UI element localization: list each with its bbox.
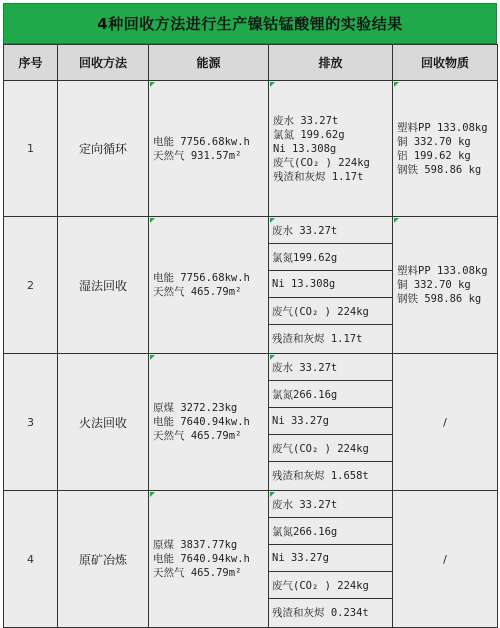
seq-cell: 1 (4, 81, 58, 217)
emission-line: 氯氮266.16g (269, 381, 392, 408)
emission-line: 废水 33.27t (269, 217, 392, 244)
table-title: 4种回收方法进行生产镍钴锰酸锂的实验结果 (3, 3, 497, 44)
material-line: 钢铁 598.86 kg (397, 293, 482, 305)
energy-cell (149, 491, 269, 628)
emission-line: 氯氮 199.62g (273, 128, 345, 141)
material-line: 铝 199.62 kg (397, 149, 471, 162)
seq-cell: 2 (4, 217, 58, 354)
emissions-cell (269, 217, 393, 354)
energy-line: 天然气 931.57m² (153, 149, 242, 162)
materials-cell (393, 81, 498, 217)
materials-cell: / (393, 491, 498, 628)
energy-line: 天然气 465.79m² (153, 430, 242, 442)
emission-line: 废气(CO₂ ) 224kg (269, 435, 392, 462)
energy-line: 原煤 3272.23kg (153, 402, 238, 414)
emission-line: 残渣和灰烬 0.234t (269, 599, 392, 626)
energy-line: 电能 7756.68kw.h (153, 272, 250, 284)
emission-line: 废水 33.27t (269, 354, 392, 381)
material-line: 铜 332.70 kg (397, 135, 471, 148)
energy-line: 原煤 3837.77kg (153, 539, 238, 551)
emission-line: Ni 13.308g (273, 142, 337, 155)
emission-line: 废气(CO₂ ) 224kg (273, 156, 370, 169)
emission-line: 残渣和灰烬 1.17t (269, 325, 392, 352)
method-cell: 原矿冶炼 (58, 491, 149, 628)
header-seq: 序号 (4, 45, 58, 81)
table-row (4, 81, 498, 217)
material-line: 铜 332.70 kg (397, 279, 471, 291)
emission-line: 废气(CO₂ ) 224kg (269, 572, 392, 599)
emission-line: 残渣和灰烬 1.658t (269, 462, 392, 489)
results-table (3, 44, 498, 628)
emission-line: Ni 33.27g (269, 408, 392, 435)
table-row (4, 217, 498, 354)
energy-line: 天然气 465.79m² (153, 286, 242, 298)
seq-cell: 3 (4, 354, 58, 491)
emission-line: Ni 33.27g (269, 545, 392, 572)
header-emissions: 排放 (269, 45, 393, 81)
materials-cell: / (393, 354, 498, 491)
table-row (4, 491, 498, 628)
header-energy: 能源 (149, 45, 269, 81)
energy-line: 电能 7756.68kw.h (153, 135, 250, 148)
materials-cell (393, 217, 498, 354)
method-cell: 定向循环 (58, 81, 149, 217)
emission-line: 氯氮199.62g (269, 244, 392, 271)
material-line: 钢铁 598.86 kg (397, 163, 482, 176)
energy-line: 天然气 465.79m² (153, 567, 242, 579)
energy-line: 电能 7640.94kw.h (153, 416, 250, 428)
seq-cell: 4 (4, 491, 58, 628)
energy-cell (149, 81, 269, 217)
emissions-cell (269, 354, 393, 491)
energy-cell (149, 354, 269, 491)
header-method: 回收方法 (58, 45, 149, 81)
emission-line: Ni 13.308g (269, 271, 392, 298)
material-line: 塑料PP 133.08kg (397, 121, 488, 134)
method-cell: 湿法回收 (58, 217, 149, 354)
method-cell: 火法回收 (58, 354, 149, 491)
emission-line: 废水 33.27t (273, 114, 339, 127)
emissions-cell (269, 491, 393, 628)
emission-line: 氯氮266.16g (269, 518, 392, 545)
emission-line: 残渣和灰烬 1.17t (273, 170, 364, 183)
energy-cell (149, 217, 269, 354)
material-line: 塑料PP 133.08kg (397, 265, 488, 277)
emission-line: 废气(CO₂ ) 224kg (269, 298, 392, 325)
energy-line: 电能 7640.94kw.h (153, 553, 250, 565)
header-row (4, 45, 498, 81)
table-row (4, 354, 498, 491)
emission-line: 废水 33.27t (269, 491, 392, 518)
emissions-cell (269, 81, 393, 217)
header-materials: 回收物质 (393, 45, 498, 81)
